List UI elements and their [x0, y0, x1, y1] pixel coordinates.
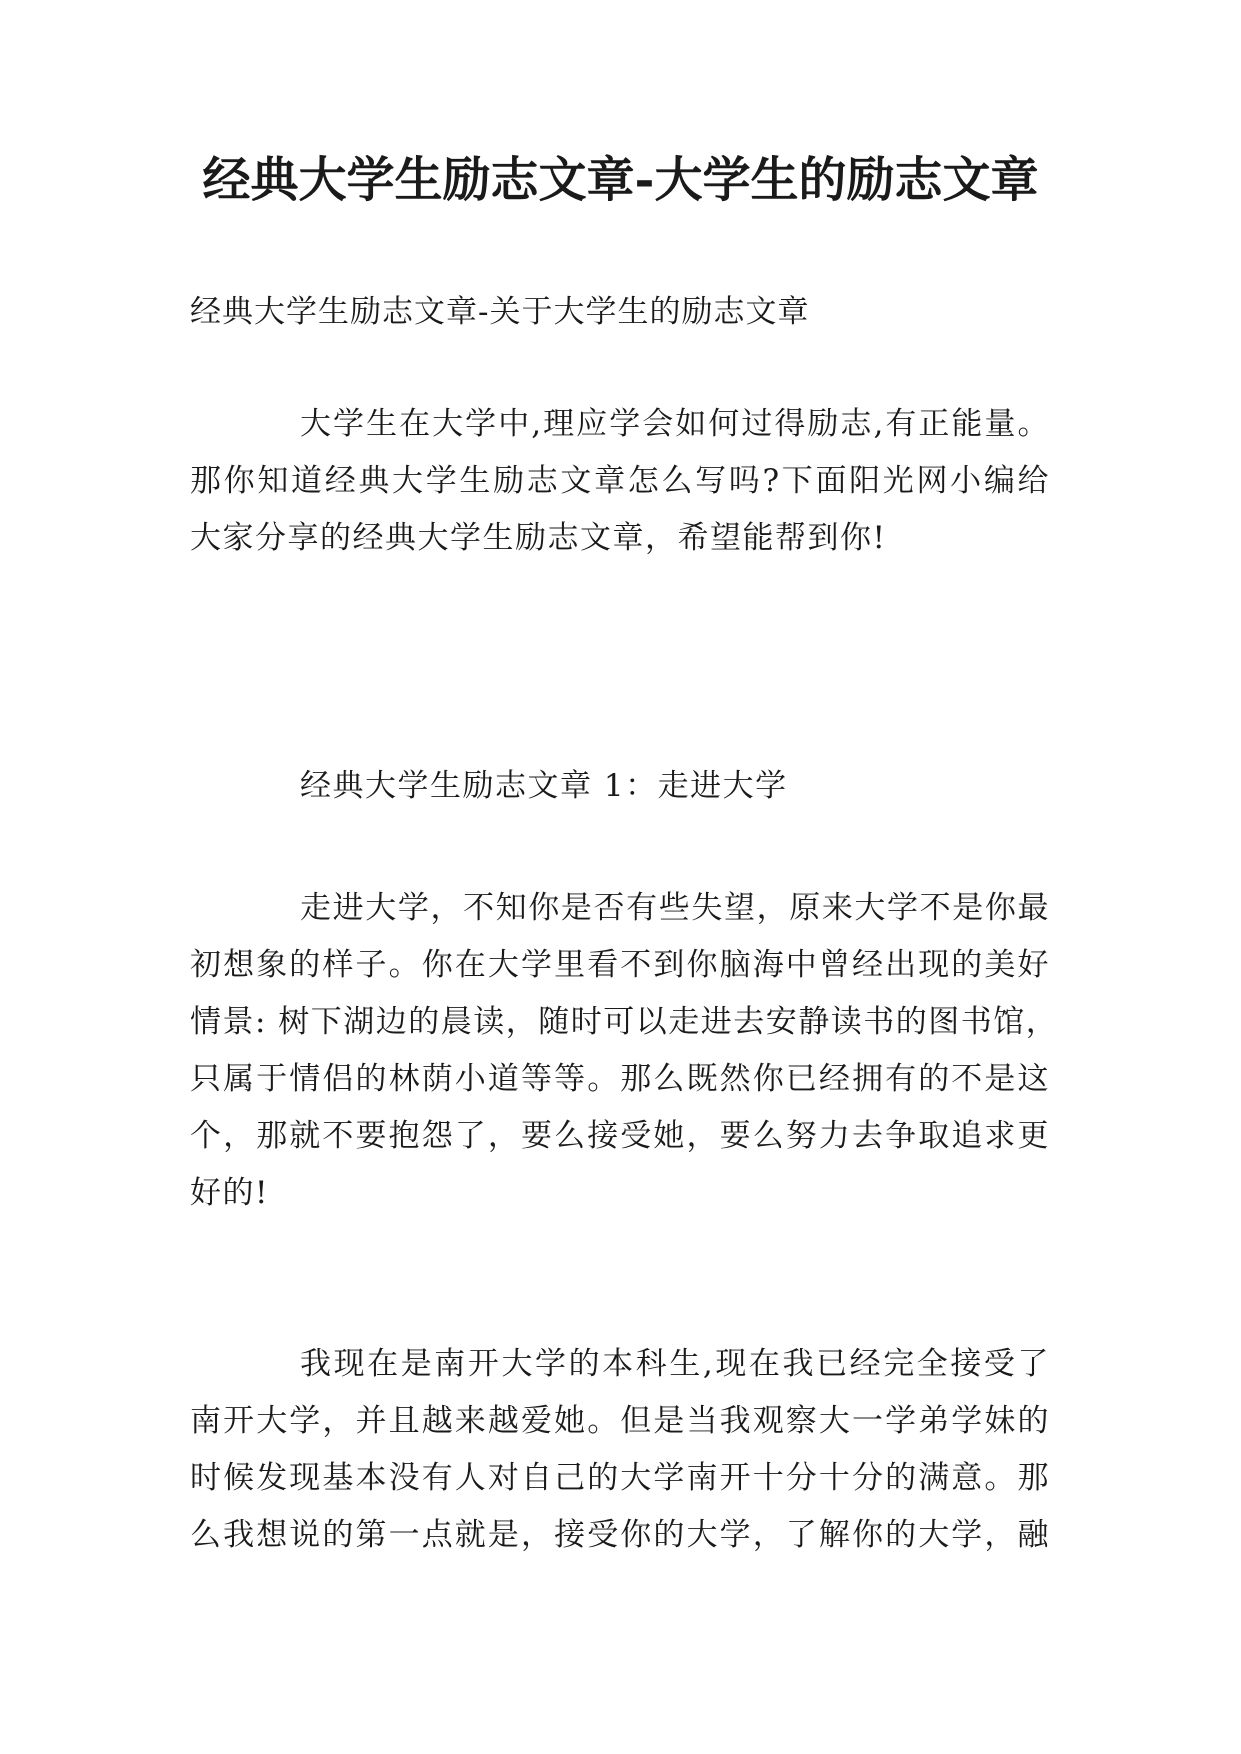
- para1-line-1: 走进大学，不知你是否有些失望，原来大学不是你最: [300, 890, 1050, 926]
- document-title: 经典大学生励志文章-大学生的励志文章: [202, 152, 1039, 208]
- section1-paragraph-1: [190, 880, 1059, 1222]
- section-heading: 经典大学生励志文章 1：走进大学: [300, 768, 788, 804]
- para1-line-4: 只属于情侣的林荫小道等等。那么既然你已经拥有的不是这: [190, 1061, 1050, 1097]
- para2-line-1: 我现在是南开大学的本科生,现在我已经完全接受了: [300, 1346, 1050, 1382]
- para1-line-3: 情景: 树下湖边的晨读，随时可以走进去安静读书的图书馆，: [190, 1004, 1059, 1040]
- para1-line-5: 个，那就不要抱怨了，要么接受她，要么努力去争取追求更: [190, 1118, 1050, 1154]
- intro-line-3: 大家分享的经典大学生励志文章，希望能帮到你!: [190, 520, 887, 556]
- para1-line-2: 初想象的样子。你在大学里看不到你脑海中曾经出现的美好: [190, 947, 1050, 983]
- intro-line-1: 大学生在大学中,理应学会如何过得励志,有正能量。: [300, 406, 1050, 442]
- para2-line-3: 时候发现基本没有人对自己的大学南开十分十分的满意。那: [190, 1460, 1050, 1496]
- document-subtitle: 经典大学生励志文章-关于大学生的励志文章: [190, 294, 810, 330]
- intro-paragraph: [190, 396, 1050, 567]
- section1-paragraph-2: [190, 1336, 1050, 1564]
- para2-line-4: 么我想说的第一点就是，接受你的大学，了解你的大学，融: [190, 1517, 1050, 1553]
- intro-line-2: 那你知道经典大学生励志文章怎么写吗?下面阳光网小编给: [190, 463, 1050, 499]
- para1-line-6: 好的!: [190, 1175, 269, 1211]
- para2-line-2: 南开大学，并且越来越爱她。但是当我观察大一学弟学妹的: [190, 1403, 1050, 1439]
